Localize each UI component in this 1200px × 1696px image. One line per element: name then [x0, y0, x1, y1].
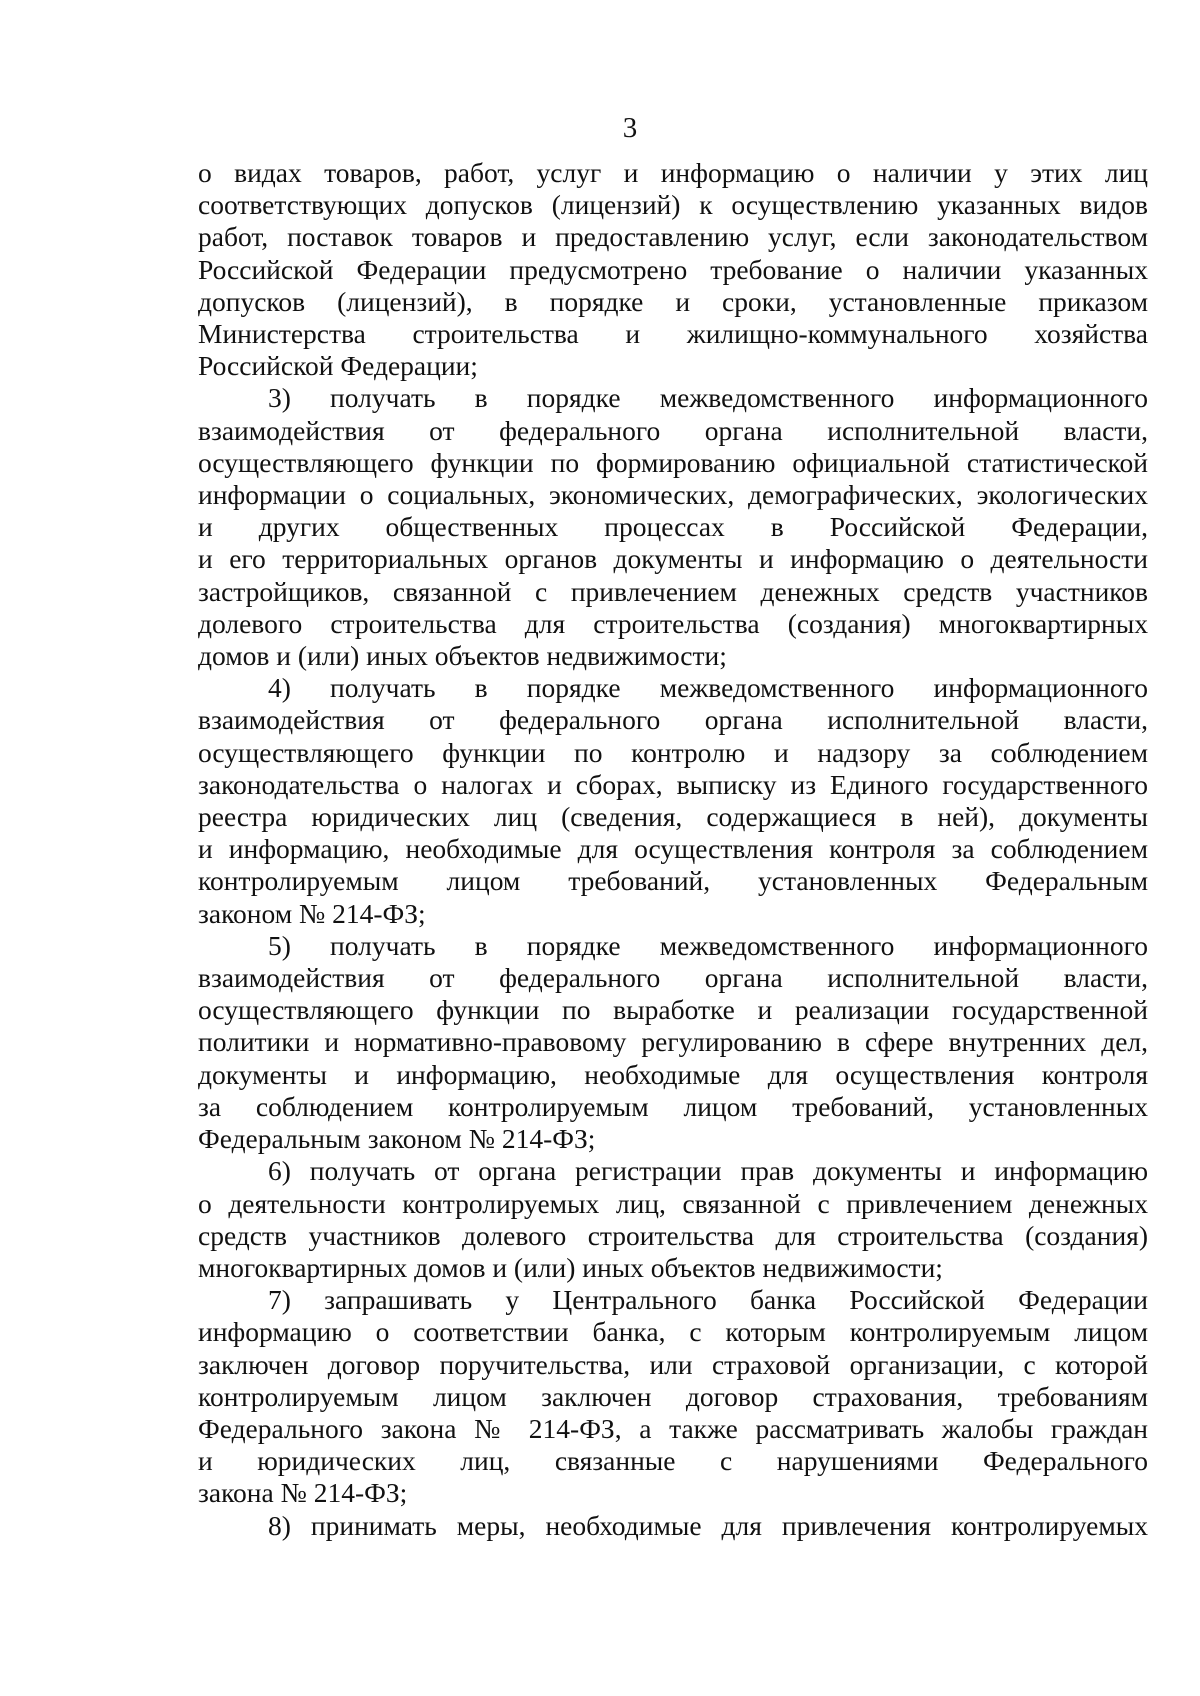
- text-line: законом № 214-ФЗ;: [198, 897, 426, 929]
- page-number: 3: [622, 112, 638, 144]
- text-line: домов и (или) иных объектов недвижимости;: [198, 640, 727, 672]
- list-item-7-first-line: 7) запрашивать у Центрального банка Российской Федерации: [268, 1284, 1148, 1316]
- text-line: за соблюдением контролируемым лицом требований, установленных: [198, 1090, 1148, 1122]
- text-line: и юридических лиц, связанные с нарушениями Федерального: [198, 1445, 1148, 1477]
- text-line: о деятельности контролируемых лиц, связанной с привлечением денежных: [198, 1187, 1148, 1219]
- text-line: и других общественных процессах в Российской Федерации,: [198, 511, 1148, 543]
- list-item-6-first-line: 6) получать от органа регистрации прав документы и информацию: [268, 1155, 1148, 1187]
- text-line: реестра юридических лиц (сведения, содержащиеся в ней), документы: [198, 801, 1148, 833]
- list-item-5-first-line: 5) получать в порядке межведомственного информационного: [268, 929, 1148, 961]
- text-line: о видах товаров, работ, услуг и информацию о наличии у этих лиц: [198, 157, 1148, 188]
- text-line: и информацию, необходимые для осуществления контроля за соблюдением: [198, 833, 1148, 865]
- text-line: политики и нормативно-правовому регулированию в сфере внутренних дел,: [198, 1026, 1148, 1058]
- document-body: [198, 157, 1148, 1542]
- list-item-4-first-line: 4) получать в порядке межведомственного информационного: [268, 672, 1148, 704]
- text-line: заключен договор поручительства, или страховой организации, с которой: [198, 1348, 1148, 1380]
- text-line: взаимодействия от федерального органа исполнительной власти,: [198, 704, 1148, 736]
- text-line: информацию о соответствии банка, с которым контролируемым лицом: [198, 1316, 1148, 1348]
- text-line: работ, поставок товаров и предоставлению услуг, если законодательством: [198, 221, 1148, 253]
- text-line: осуществляющего функции по выработке и реализации государственной: [198, 994, 1148, 1026]
- text-line: закона № 214-ФЗ;: [198, 1477, 408, 1509]
- text-line: осуществляющего функции по контролю и надзору за соблюдением: [198, 736, 1148, 768]
- list-item-3-first-line: 3) получать в порядке межведомственного информационного: [268, 382, 1148, 414]
- text-line: осуществляющего функции по формированию официальной статистической: [198, 446, 1148, 478]
- text-line: Российской Федерации;: [198, 350, 478, 382]
- text-line: информации о социальных, экономических, демографических, экологических: [198, 479, 1148, 511]
- text-line: взаимодействия от федерального органа исполнительной власти,: [198, 414, 1148, 446]
- text-line: контролируемым лицом требований, установленных Федеральным: [198, 865, 1148, 897]
- text-line: Федеральным законом № 214-ФЗ;: [198, 1123, 596, 1155]
- text-line: Российской Федерации предусмотрено требование о наличии указанных: [198, 253, 1148, 285]
- text-line: документы и информацию, необходимые для осуществления контроля: [198, 1058, 1148, 1090]
- text-line: контролируемым лицом заключен договор страхования, требованиям: [198, 1380, 1148, 1412]
- text-line: многоквартирных домов и (или) иных объектов недвижимости;: [198, 1251, 943, 1283]
- list-item-8-first-line: 8) принимать меры, необходимые для привлечения контролируемых: [268, 1509, 1148, 1541]
- text-line: Министерства строительства и жилищно-коммунального хозяйства: [198, 318, 1148, 350]
- text-line: средств участников долевого строительства для строительства (создания): [198, 1219, 1148, 1251]
- text-line: Федерального закона № 214-ФЗ, а также рассматривать жалобы граждан: [198, 1412, 1148, 1444]
- text-line: допусков (лицензий), в порядке и сроки, установленные приказом: [198, 285, 1148, 317]
- text-line: застройщиков, связанной с привлечением денежных средств участников: [198, 575, 1148, 607]
- text-line: соответствующих допусков (лицензий) к осуществлению указанных видов: [198, 189, 1148, 221]
- text-line: законодательства о налогах и сборах, выписку из Единого государственного: [198, 768, 1148, 800]
- text-line: долевого строительства для строительства (создания) многоквартирных: [198, 607, 1148, 639]
- text-line: и его территориальных органов документы и информацию о деятельности: [198, 543, 1148, 575]
- text-line: взаимодействия от федерального органа исполнительной власти,: [198, 962, 1148, 994]
